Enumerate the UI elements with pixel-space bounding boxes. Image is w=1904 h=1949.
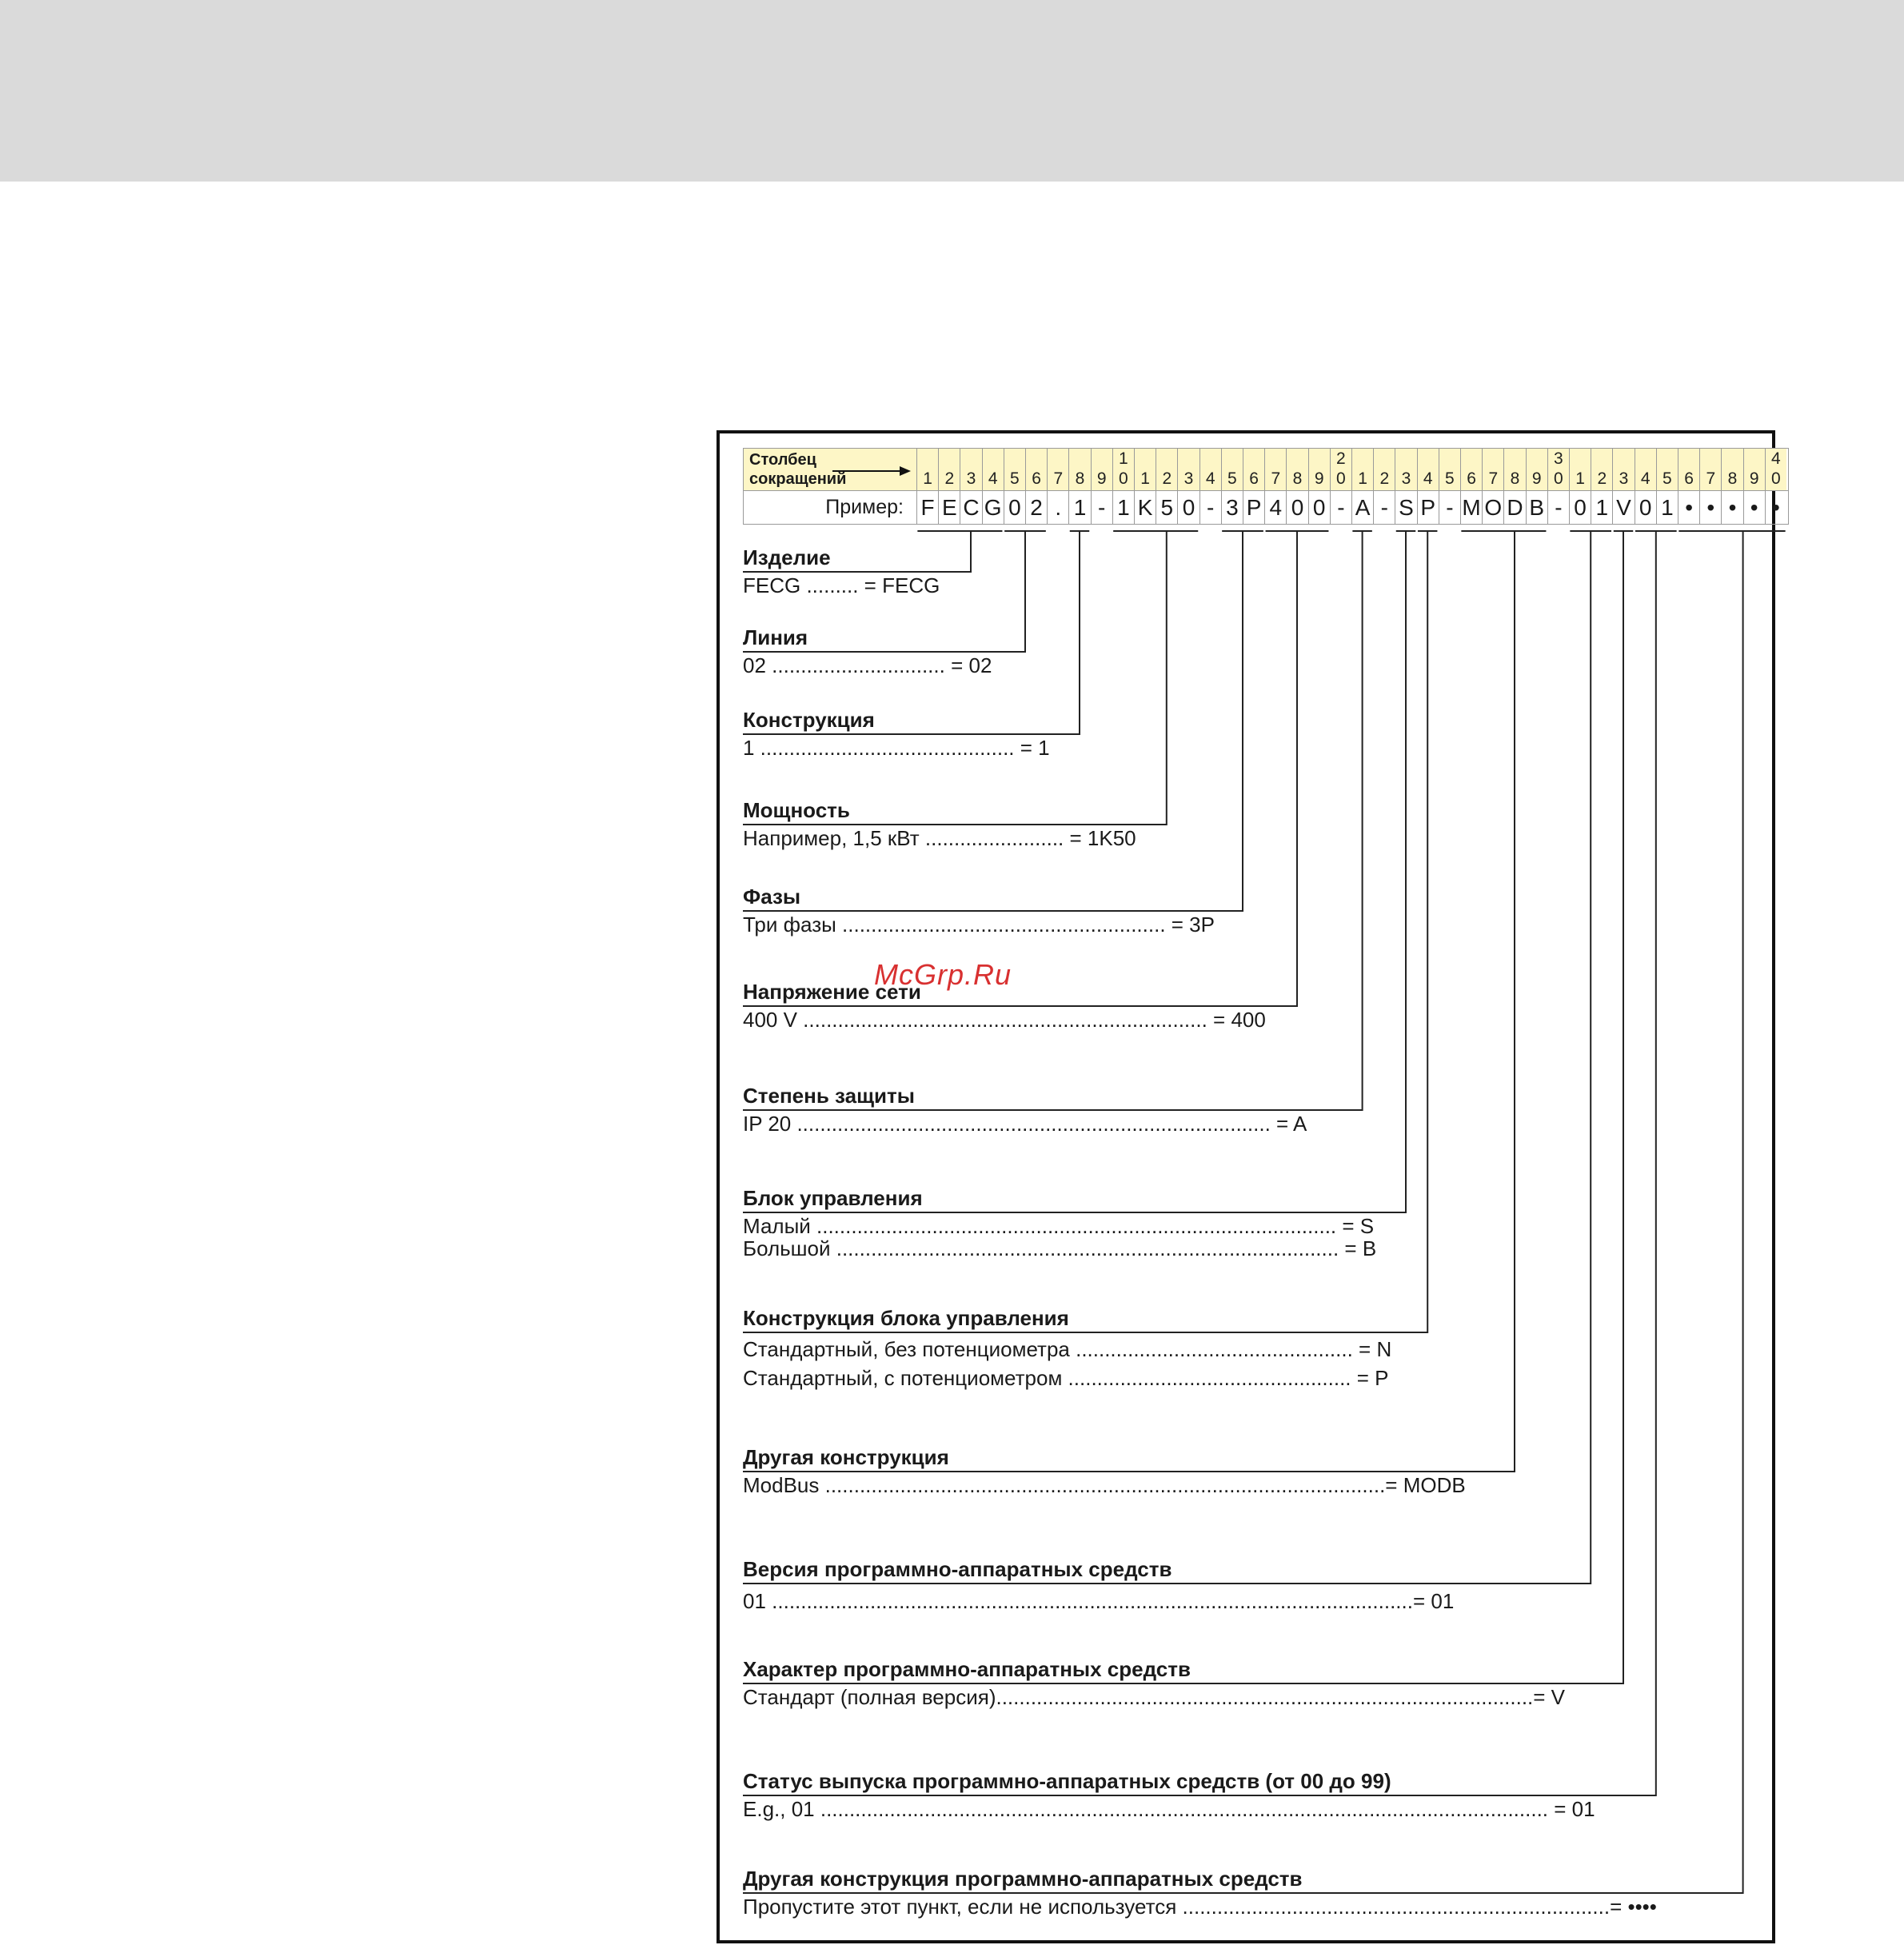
column-number-units: 0 (1554, 469, 1563, 488)
column-number-units: 5 (1227, 469, 1237, 488)
section-title: Другая конструкция программно-аппаратных средств (743, 1867, 1303, 1891)
column-number-units: 7 (1053, 469, 1064, 488)
section-option-line: Пропустите этот пункт, если не используется ..........................................................................= •••• (743, 1895, 1657, 1919)
example-char: B (1529, 495, 1545, 520)
section-option-line: Три фазы ........................................................ = 3P (743, 913, 1215, 937)
section-option-line: Стандартный, с потенциометром ................................................. = P (743, 1366, 1389, 1390)
section-option-line: 02 .............................. = 02 (743, 653, 992, 677)
section-option-line: ModBus .................................................................................................= MODB (743, 1473, 1466, 1497)
connector-line (743, 531, 1025, 652)
section-option-line: 400 V ...................................................................... = 400 (743, 1008, 1266, 1032)
example-char: - (1337, 495, 1345, 520)
column-number-units: 3 (1401, 469, 1411, 488)
section-option-line: Стандарт (полная версия).............................................................................................= V (743, 1685, 1566, 1709)
example-char: 1 (1595, 495, 1609, 520)
column-number-units: 8 (1292, 469, 1303, 488)
column-number-units: 1 (1140, 469, 1150, 488)
column-number-units: 2 (1162, 469, 1172, 488)
column-number-units: 3 (966, 469, 976, 488)
example-label: Пример: (825, 496, 904, 518)
column-number-units: 9 (1531, 469, 1542, 488)
example-char: . (1055, 495, 1062, 520)
column-number-units: 6 (1032, 469, 1041, 488)
example-char: F (920, 495, 935, 520)
column-number-units: 0 (1771, 469, 1781, 488)
column-number-units: 8 (1510, 469, 1520, 488)
example-char: - (1098, 495, 1106, 520)
section-title: Блок управления (743, 1186, 923, 1210)
section-title: Характер программно-аппаратных средств (743, 1657, 1191, 1681)
connector-line (743, 531, 1080, 734)
example-char: 5 (1160, 495, 1174, 520)
column-number-units: 7 (1488, 469, 1499, 488)
example-char: 0 (1008, 495, 1021, 520)
column-number-units: 6 (1684, 469, 1694, 488)
example-char: 1 (1661, 495, 1674, 520)
column-number-units: 4 (1205, 469, 1215, 488)
example-char: V (1616, 495, 1631, 520)
example-char: A (1355, 495, 1371, 520)
example-char: M (1462, 495, 1481, 520)
column-number-tens: 1 (1119, 449, 1128, 468)
column-header-line1: Столбец (749, 451, 816, 469)
example-char: 0 (1312, 495, 1326, 520)
section-option-line: Большой ....................................................................................... = B (743, 1236, 1377, 1260)
connector-line (743, 531, 971, 572)
example-char: 0 (1291, 495, 1304, 520)
column-number-units: 5 (1663, 469, 1672, 488)
section-title: Конструкция (743, 708, 875, 732)
example-char: 3 (1226, 495, 1239, 520)
column-number-units: 5 (1010, 469, 1020, 488)
column-number-units: 2 (1379, 469, 1390, 488)
column-number-units: 3 (1619, 469, 1629, 488)
section-title: Другая конструкция (743, 1445, 949, 1469)
example-char: - (1380, 495, 1388, 520)
example-char: - (1446, 495, 1454, 520)
column-number-units: 8 (1727, 469, 1738, 488)
column-number-units: 1 (923, 469, 932, 488)
column-number-units: 4 (1423, 469, 1433, 488)
watermark: McGrp.Ru (874, 958, 1012, 991)
column-number-units: 7 (1706, 469, 1716, 488)
section-option-line: Например, 1,5 кВт ........................ = 1K50 (743, 826, 1136, 850)
example-char: C (963, 495, 980, 520)
section-title: Версия программно-аппаратных средств (743, 1557, 1172, 1581)
connector-line (743, 531, 1623, 1683)
column-number-units: 4 (988, 469, 998, 488)
example-char: S (1399, 495, 1414, 520)
section-title: Мощность (743, 798, 850, 822)
section-option-line: FECG ......... = FECG (743, 573, 940, 597)
section-option-line: 01 ...............................................................................................................= 01 (743, 1589, 1455, 1613)
example-char: 0 (1639, 495, 1652, 520)
column-number-tens: 3 (1554, 449, 1563, 468)
column-number-units: 4 (1640, 469, 1651, 488)
section-option-line: Стандартный, без потенциометра ................................................ = N (743, 1337, 1392, 1361)
example-char: E (941, 495, 957, 520)
column-number-units: 9 (1096, 469, 1107, 488)
section-title: Изделие (743, 545, 831, 569)
connector-line (743, 531, 1297, 1006)
example-char: • (1728, 495, 1737, 520)
example-char: 1 (1073, 495, 1087, 520)
example-char: 2 (1030, 495, 1043, 520)
column-number-units: 3 (1184, 469, 1194, 488)
connector-line (743, 531, 1363, 1110)
connector-line (743, 531, 1167, 825)
example-char: - (1555, 495, 1563, 520)
column-number-units: 9 (1314, 469, 1324, 488)
example-char: • (1685, 495, 1693, 520)
column-number-tens: 2 (1336, 449, 1346, 468)
section-title: Фазы (743, 885, 801, 909)
example-char: P (1246, 495, 1262, 520)
connector-line (743, 531, 1656, 1795)
column-number-units: 7 (1271, 469, 1281, 488)
column-number-units: 8 (1075, 469, 1085, 488)
column-number-units: 2 (944, 469, 955, 488)
column-number-units: 6 (1249, 469, 1259, 488)
section-title: Линия (743, 625, 808, 649)
example-char: 4 (1269, 495, 1283, 520)
example-char: • (1750, 495, 1758, 520)
column-number-units: 1 (1358, 469, 1367, 488)
section-option-line: E.g., 01 .............................................................................................................................. = 01 (743, 1797, 1595, 1821)
section-title: Степень защиты (743, 1084, 915, 1108)
column-number-units: 1 (1575, 469, 1585, 488)
connector-line (743, 531, 1515, 1472)
column-number-units: 5 (1445, 469, 1455, 488)
column-number-units: 0 (1119, 469, 1128, 488)
section-title: Конструкция блока управления (743, 1306, 1069, 1330)
column-number-units: 6 (1467, 469, 1476, 488)
example-char: 0 (1574, 495, 1587, 520)
example-char: G (984, 495, 1002, 520)
section-option-line: IP 20 .................................................................................. = A (743, 1112, 1307, 1136)
column-number-units: 2 (1597, 469, 1607, 488)
section-title: Статус выпуска программно-аппаратных средств (от 00 до 99) (743, 1769, 1391, 1793)
column-header-line2: сокращений (749, 470, 847, 488)
example-char: P (1420, 495, 1436, 520)
section-option-line: Малый .......................................................................................... = S (743, 1214, 1375, 1238)
example-char: K (1137, 495, 1153, 520)
column-number-tens: 4 (1771, 449, 1781, 468)
example-char: • (1771, 495, 1780, 520)
example-char: O (1484, 495, 1503, 520)
column-number-units: 9 (1749, 469, 1759, 488)
column-number-units: 0 (1336, 469, 1346, 488)
example-char: D (1507, 495, 1523, 520)
example-char: - (1207, 495, 1215, 520)
example-char: 1 (1117, 495, 1130, 520)
example-char: 0 (1182, 495, 1195, 520)
section-title: Напряжение сети (743, 980, 921, 1004)
connector-line (743, 531, 1243, 911)
section-option-line: 1 ............................................ = 1 (743, 736, 1050, 760)
example-char: • (1706, 495, 1715, 520)
